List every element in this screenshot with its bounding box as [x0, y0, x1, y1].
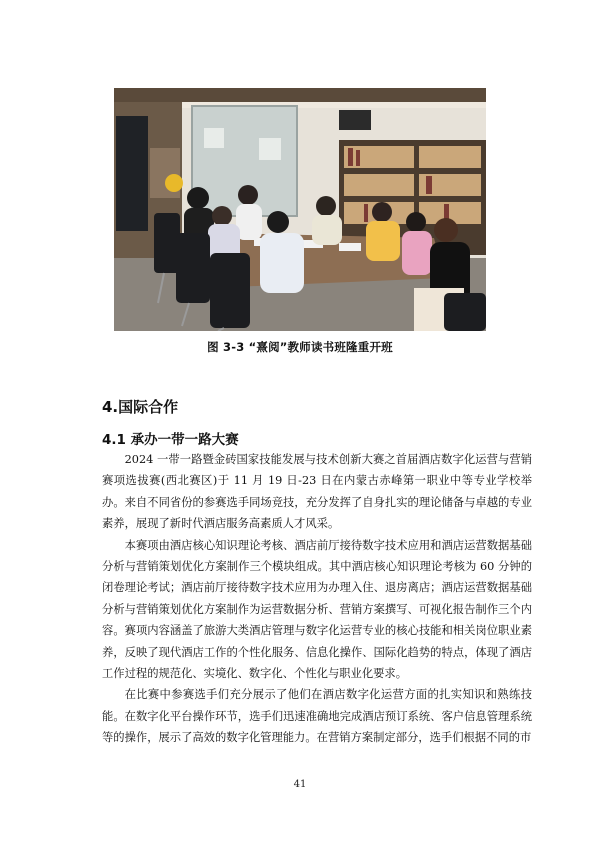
- figure-photo-reading-class: [114, 88, 486, 331]
- subsection-heading: 4.1 承办一带一路大赛: [102, 432, 239, 448]
- figure-caption: 图 3-3 “熹阅”教师读书班隆重开班: [207, 340, 393, 354]
- paragraph: 在比赛中参赛选手们充分展示了他们在酒店数字化运营方面的扎实知识和熟练技能。在数字化平台操作环节，选手们迅速准确地完成酒店预订系统、客户信息管理系统等的操作，展示了高效的数字化管理能力。在营销方案制定部分，选手们根据不同的市: [102, 688, 532, 745]
- section-heading: 4.国际合作: [102, 398, 179, 416]
- photo-illustration: [114, 88, 486, 331]
- body-text: [102, 449, 532, 749]
- page-number: 41: [293, 779, 307, 790]
- paragraph: 本赛项由酒店核心知识理论考核、酒店前厅接待数字技术应用和酒店运营数据基础分析与营销策划优化方案制作三个模块组成。其中酒店核心知识理论考核为 60 分钟的闭卷理论考试；酒店前厅接待数字技术应用为办理入住、退房离店；酒店运营数据基础分析与营销策划优化方案制作为运营数据分析、营销方案撰写、可视化报告制作三个内容。赛项内容涵盖了旅游大类酒店管理与数字化运营专业的核心技能和相关岗位职业素养，反映了现代酒店工作的个性化服务、信息化操作、国际化趋势的特点，体现了酒店工作过程的规范化、实境化、数字化、个性化与职业化要求。: [102, 538, 532, 681]
- paragraph: 2024 一带一路暨金砖国家技能发展与技术创新大赛之首届酒店数字化运营与营销赛项选拔赛(西北赛区)于 11 月 19 日-23 日在内蒙古赤峰第一职业中等专业学校举办。来自不同省份的参赛选手同场竞技，充分发挥了自身扎实的理论储备与卓越的专业素养，展现了新时代酒店服务高素质人才风采。: [102, 453, 532, 531]
